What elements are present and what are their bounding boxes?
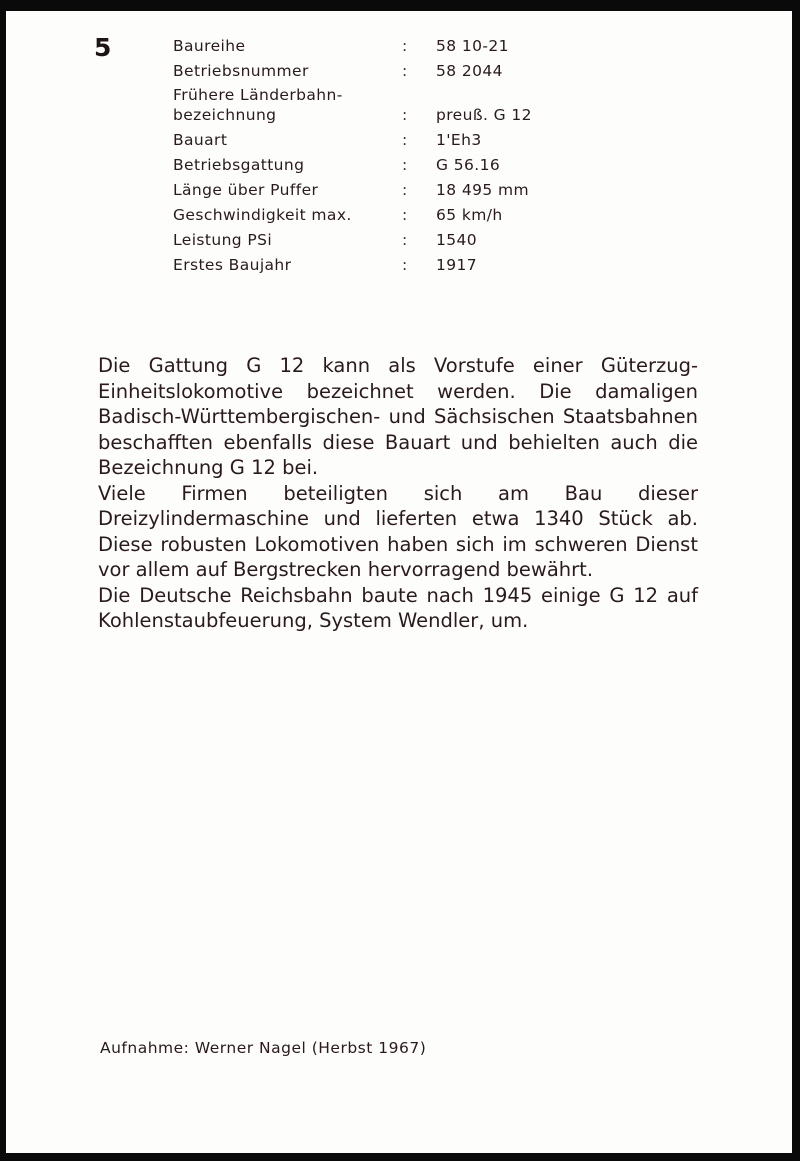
spec-label: Leistung PSi [173,231,273,249]
spec-label: Frühere Länderbahn- bezeichnung [173,86,343,124]
spec-separator: : [402,181,408,199]
card-number: 5 [94,33,112,62]
description-text [98,353,698,634]
spec-label: Geschwindigkeit max. [173,206,352,224]
spec-separator: : [402,131,408,149]
spec-value: 1'Eh3 [436,131,482,149]
spec-separator: : [402,156,408,174]
spec-row-geschwindigkeit [173,202,593,227]
spec-row-baujahr [173,252,593,277]
spec-row-leistung [173,227,593,252]
spec-value: G 56.16 [436,156,501,174]
description-paragraph: Die Deutsche Reichsbahn baute nach 1945 einige G 12 auf Kohlenstaubfeuerung, System Wendler, um. [98,583,698,632]
spec-separator: : [402,206,408,224]
spec-label: Erstes Baujahr [173,256,292,274]
spec-label: Baureihe [173,37,246,55]
spec-row-laenderbahnbezeichnung [173,83,593,127]
spec-row-laenge [173,177,593,202]
spec-value: 58 10-21 [436,37,509,55]
description-paragraph: Die Gattung G 12 kann als Vorstufe einer Güterzug-Einheitslokomotive bezeichnet werden. Die damaligen Badisch-Württembergischen- und Sächsischen Staatsbahnen beschafften ebenfalls diese Bauart und behielten auch die Bezeichnung G 12 bei. [98,354,698,479]
spec-row-bauart [173,127,593,152]
spec-value: 65 km/h [436,206,503,224]
spec-separator: : [402,62,408,80]
spec-value: 58 2044 [436,62,503,80]
spec-label: Länge über Puffer [173,181,319,199]
spec-value: 18 495 mm [436,181,529,199]
spec-label: Betriebsnummer [173,62,309,80]
description-paragraph: Viele Firmen beteiligten sich am Bau dieser Dreizylindermaschine und lieferten etwa 1340 Stück ab. Diese robusten Lokomotiven haben sich im schweren Dienst vor allem auf Bergstrecken hervorragend bewährt. [98,481,698,581]
spec-separator: : [402,231,408,249]
spec-label: Betriebsgattung [173,156,305,174]
spec-label: Bauart [173,131,228,149]
spec-separator: : [402,106,408,124]
spec-value: 1540 [436,231,478,249]
spec-row-betriebsnummer [173,58,593,83]
spec-value: 1917 [436,256,478,274]
spec-separator: : [402,37,408,55]
spec-separator: : [402,256,408,274]
postcard-back [6,11,792,1153]
spec-row-baureihe [173,33,593,58]
spec-value: preuß. G 12 [436,106,532,124]
photo-credit: Aufnahme: Werner Nagel (Herbst 1967) [100,1039,427,1057]
spec-row-betriebsgattung [173,152,593,177]
specs-table [173,33,593,277]
